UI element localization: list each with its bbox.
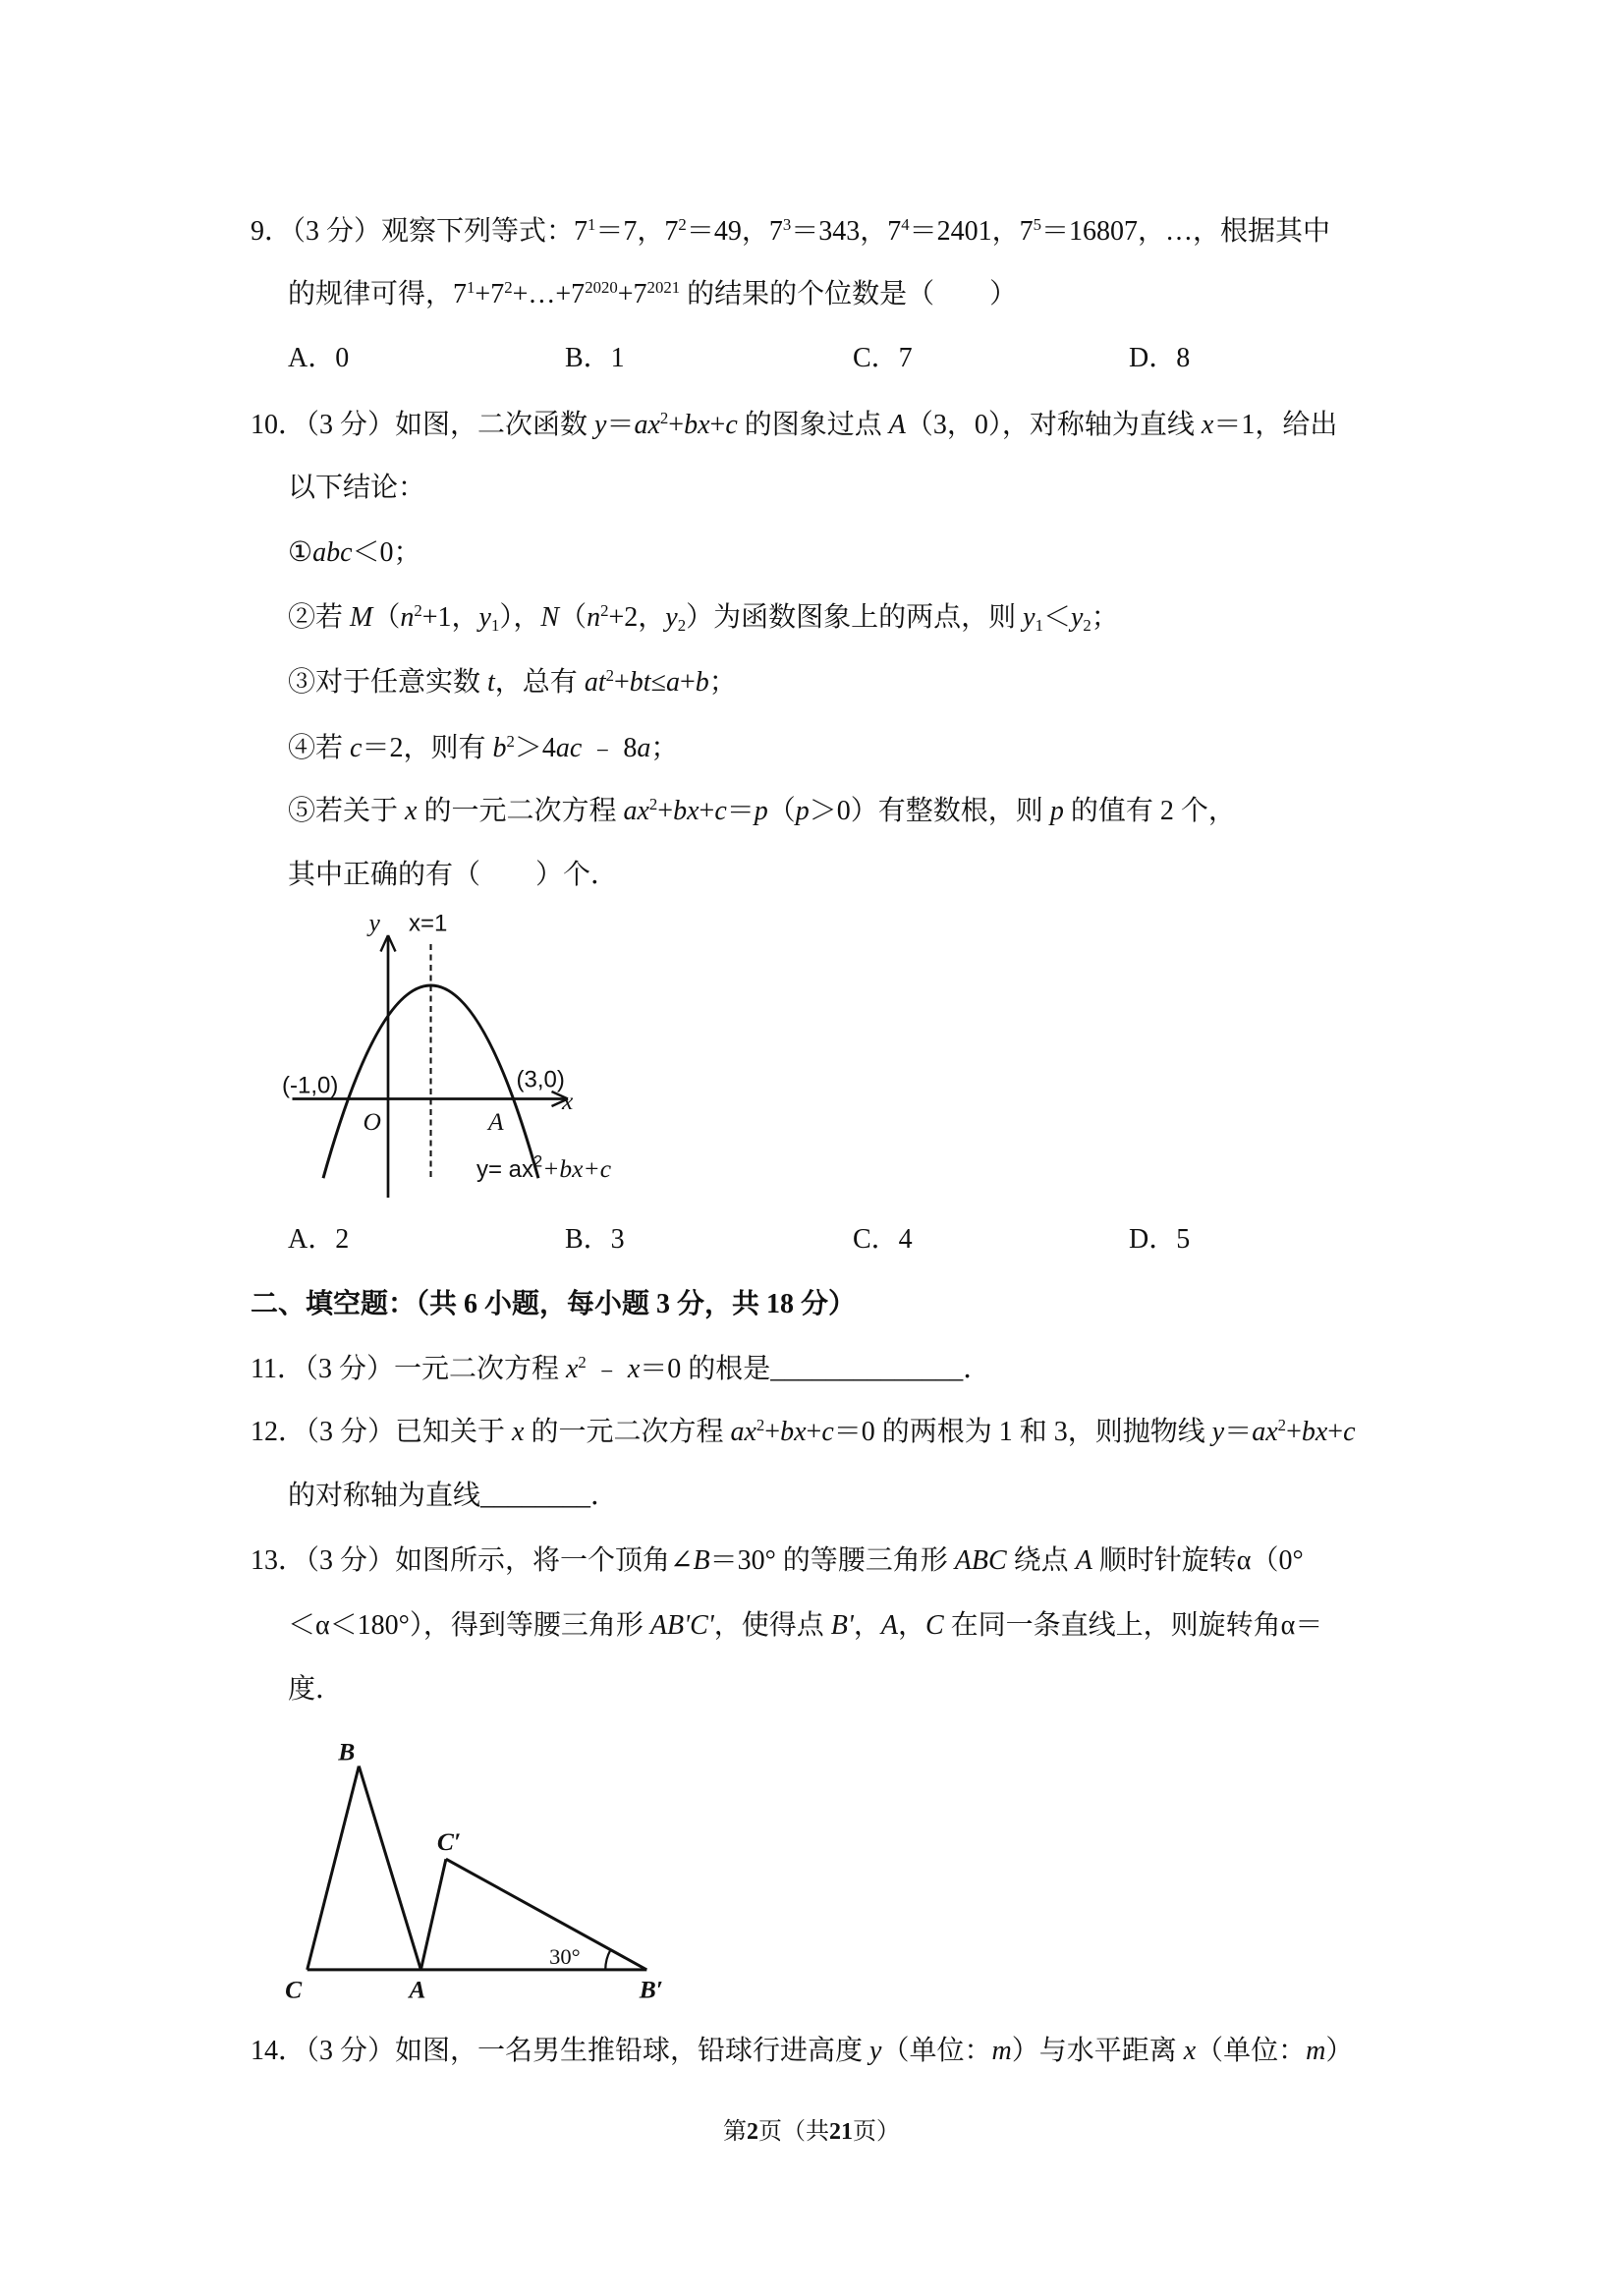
text-run: ＝2401，7 bbox=[909, 216, 1034, 247]
q10-prompt bbox=[288, 856, 618, 895]
math-variable: ABC bbox=[954, 1545, 1007, 1576]
q13-stem-line-3 bbox=[288, 1670, 343, 1709]
superscript: 1 bbox=[588, 214, 596, 234]
edge-cb bbox=[308, 1766, 360, 1970]
superscript: 2 bbox=[648, 794, 658, 813]
text-run: + bbox=[668, 410, 685, 440]
text-run: ； bbox=[708, 667, 737, 698]
text-run: 绕点 bbox=[1006, 1545, 1076, 1576]
text-run: ）为函数图象上的两点，则 bbox=[686, 602, 1024, 633]
text-run: ； bbox=[650, 733, 679, 763]
text-run: ＝2，则有 bbox=[362, 733, 493, 763]
x-axis-label: x bbox=[562, 1087, 574, 1115]
text-run: ，总有 bbox=[494, 667, 585, 698]
subscript: 1 bbox=[1035, 616, 1043, 636]
text-run: ＝7，7 bbox=[595, 216, 679, 247]
symmetry-axis-label: x=1 bbox=[409, 910, 448, 937]
q11-stem-line-1 bbox=[251, 1350, 990, 1389]
math-variable: p bbox=[754, 796, 768, 826]
q9-stem-line-2 bbox=[288, 275, 1017, 314]
q10-stem-line-1 bbox=[251, 406, 1337, 445]
superscript: 4 bbox=[901, 214, 910, 234]
vertex-a-label: A bbox=[409, 1975, 426, 2004]
text-run: + bbox=[679, 667, 696, 698]
edge-ba bbox=[359, 1766, 420, 1970]
superscript: 2021 bbox=[646, 277, 681, 297]
text-run: （3，0），对称轴为直线 bbox=[905, 410, 1202, 440]
math-variable: a bbox=[665, 667, 680, 698]
q9-option-c: C．7 bbox=[853, 343, 913, 373]
math-variable: M bbox=[350, 602, 373, 633]
math-variable: bt bbox=[629, 667, 651, 698]
math-variable: x bbox=[405, 796, 418, 826]
text-run: ＝16807，…，根据其中 bbox=[1041, 216, 1331, 247]
y-axis-label: y bbox=[368, 908, 380, 937]
vertex-b-label: B bbox=[338, 1737, 356, 1766]
text-run: ≤ bbox=[650, 667, 666, 698]
text-run: ________ bbox=[480, 1481, 591, 1511]
q10-statement-3 bbox=[288, 663, 737, 702]
text-run: +7 bbox=[475, 279, 505, 309]
math-variable: c bbox=[725, 410, 738, 440]
math-variable: c bbox=[350, 733, 363, 763]
text-run: ＜0； bbox=[352, 537, 421, 568]
q13-stem-line-1 bbox=[251, 1541, 1304, 1581]
text-run: 9．（3 分）观察下列等式：7 bbox=[251, 216, 588, 247]
q10-option-d: D．5 bbox=[1129, 1224, 1191, 1255]
math-variable: y bbox=[1023, 602, 1035, 633]
math-variable: p bbox=[1049, 796, 1064, 826]
text-run: 以下结论： bbox=[288, 473, 426, 503]
q12-stem-line-2 bbox=[288, 1477, 618, 1516]
math-variable: ac bbox=[555, 733, 583, 763]
text-run: 10．（3 分）如图，二次函数 bbox=[251, 410, 595, 440]
text-run: 其中正确的有（ ）个． bbox=[288, 860, 619, 890]
text-run: （ bbox=[372, 602, 401, 633]
math-variable: c bbox=[714, 796, 727, 826]
angle-label: 30° bbox=[549, 1943, 581, 1969]
q10-statement-4 bbox=[288, 729, 678, 768]
subscript: 2 bbox=[1083, 616, 1091, 636]
q9-stem-line-1 bbox=[251, 212, 1330, 252]
curve-equation-main: y= ax bbox=[476, 1156, 534, 1183]
math-variable: ax bbox=[1252, 1417, 1278, 1447]
text-run: （ bbox=[767, 796, 796, 826]
text-run: + bbox=[657, 796, 674, 826]
q10-stem-line-2 bbox=[288, 469, 425, 508]
subscript: 1 bbox=[490, 616, 500, 636]
text-run: ⑤若关于 bbox=[288, 796, 406, 826]
text-run: + bbox=[1286, 1417, 1302, 1447]
math-variable: bx bbox=[780, 1417, 807, 1447]
vertex-c-prime-label: C′ bbox=[436, 1827, 462, 1857]
math-variable: x bbox=[512, 1417, 525, 1447]
text-run: ＝ bbox=[1224, 1417, 1253, 1447]
text-run: 的对称轴为直线 bbox=[288, 1481, 481, 1511]
bold-text: 2 bbox=[747, 2119, 758, 2145]
math-variable: n bbox=[587, 602, 601, 633]
math-variable: bx bbox=[1301, 1417, 1328, 1447]
text-run: 12．（3 分）已知关于 bbox=[251, 1417, 513, 1447]
superscript: 2 bbox=[678, 214, 687, 234]
subscript: 2 bbox=[677, 616, 687, 636]
text-run: 在同一条直线上，则旋转角α＝ bbox=[943, 1610, 1323, 1641]
text-run: ﹣ 8 bbox=[582, 733, 638, 763]
q10-statement-1 bbox=[288, 533, 421, 573]
q14-stem-line-1 bbox=[251, 2032, 1353, 2071]
superscript: 2 bbox=[600, 600, 609, 620]
angle-arc bbox=[605, 1950, 610, 1970]
text-run: （ bbox=[559, 602, 588, 633]
text-run: （单位： bbox=[881, 2036, 992, 2066]
text-run: ， bbox=[853, 1610, 881, 1641]
math-variable: t bbox=[487, 667, 495, 698]
text-run: ）与水平距离 bbox=[1011, 2036, 1184, 2066]
text-run: 13．（3 分）如图所示，将一个顶角∠ bbox=[251, 1545, 694, 1576]
text-run: +…+7 bbox=[512, 279, 586, 309]
q10-option-a: A．2 bbox=[288, 1224, 350, 1255]
text-run: ＝343，7 bbox=[791, 216, 902, 247]
text-run: ＝0 的根是 bbox=[640, 1354, 771, 1384]
text-run: ） bbox=[1325, 2036, 1354, 2066]
text-run: + bbox=[806, 1417, 822, 1447]
text-run: + bbox=[699, 796, 715, 826]
math-variable: abc bbox=[312, 537, 353, 568]
superscript: 2 bbox=[756, 1415, 765, 1434]
text-run: +7 bbox=[617, 279, 647, 309]
q9-option-a: A．0 bbox=[288, 343, 350, 373]
math-variable: y bbox=[1070, 602, 1084, 633]
superscript: 2 bbox=[506, 731, 515, 751]
math-variable: bx bbox=[684, 410, 710, 440]
page-footer bbox=[0, 2112, 1623, 2152]
text-run: ﹣ bbox=[586, 1354, 628, 1384]
math-variable: x bbox=[565, 1354, 579, 1384]
math-variable: N bbox=[540, 602, 560, 633]
text-run: 度． bbox=[288, 1674, 344, 1705]
q10-statement-2 bbox=[288, 598, 1119, 638]
text-run: 的图象过点 bbox=[737, 410, 889, 440]
text-run: ， bbox=[897, 1610, 925, 1641]
text-run: 页（共 bbox=[758, 2119, 829, 2145]
text-run: ； bbox=[1091, 602, 1119, 633]
parabola-graph bbox=[274, 897, 655, 1204]
text-run: ＝49，7 bbox=[686, 216, 783, 247]
math-variable: y bbox=[869, 2036, 882, 2066]
math-variable: A bbox=[888, 410, 906, 440]
math-variable: ax bbox=[623, 796, 649, 826]
superscript: 2 bbox=[414, 600, 422, 620]
math-variable: ax bbox=[730, 1417, 756, 1447]
text-run: + bbox=[613, 667, 630, 698]
text-run: ＜ bbox=[1042, 602, 1071, 633]
superscript: 2 bbox=[605, 665, 614, 685]
math-variable: m bbox=[991, 2036, 1012, 2066]
q9-option-d: D．8 bbox=[1129, 343, 1191, 373]
math-variable: y bbox=[665, 602, 678, 633]
q10-statement-5 bbox=[288, 792, 1236, 831]
text-run: 第 bbox=[723, 2119, 747, 2145]
math-variable: ax bbox=[634, 410, 660, 440]
text-run: ＝1，给出 bbox=[1213, 410, 1338, 440]
section-heading: 二、填空题：（共 6 小题，每小题 3 分，共 18 分） bbox=[251, 1289, 857, 1319]
superscript: 2 bbox=[1277, 1415, 1287, 1434]
edge-c-prime-b-prime bbox=[446, 1859, 646, 1970]
math-variable: C bbox=[924, 1610, 944, 1641]
text-run: +1， bbox=[421, 602, 479, 633]
text-run: ① bbox=[288, 537, 313, 568]
math-variable: b bbox=[695, 667, 709, 698]
left-root-label: (-1,0) bbox=[282, 1072, 339, 1099]
math-variable: A bbox=[1075, 1545, 1092, 1576]
math-variable: A bbox=[880, 1610, 898, 1641]
q10-option-b: B．3 bbox=[565, 1224, 625, 1255]
q12-stem-line-1 bbox=[251, 1413, 1356, 1452]
text-run: 14．（3 分）如图，一名男生推铅球，铅球行进高度 bbox=[251, 2036, 870, 2066]
math-variable: x bbox=[627, 1354, 641, 1384]
right-root-label: (3,0) bbox=[516, 1066, 565, 1093]
text-run: ＝ bbox=[606, 410, 635, 440]
math-variable: at bbox=[584, 667, 606, 698]
text-run: ______________ bbox=[770, 1354, 964, 1384]
point-a-label: A bbox=[488, 1107, 504, 1136]
bold-text: 21 bbox=[829, 2119, 853, 2145]
superscript: 2020 bbox=[585, 277, 618, 297]
math-variable: c bbox=[1343, 1417, 1356, 1447]
q10-option-c: C．4 bbox=[853, 1224, 913, 1255]
math-variable: B' bbox=[830, 1610, 854, 1641]
text-run: 的规律可得，7 bbox=[288, 279, 468, 309]
math-variable: m bbox=[1306, 2036, 1326, 2066]
text-run: 顺时针旋转α（0° bbox=[1091, 1545, 1304, 1576]
text-run: 的结果的个位数是（ ） bbox=[680, 279, 1018, 309]
math-variable: y bbox=[594, 410, 607, 440]
text-run: + bbox=[709, 410, 726, 440]
math-variable: x bbox=[1201, 410, 1214, 440]
math-variable: n bbox=[400, 602, 415, 633]
superscript: 2 bbox=[578, 1352, 587, 1372]
text-run: +2， bbox=[608, 602, 666, 633]
text-run: 页） bbox=[853, 2119, 900, 2145]
text-run: 的值有 2 个， bbox=[1063, 796, 1236, 826]
superscript: 3 bbox=[782, 214, 792, 234]
math-variable: B bbox=[693, 1545, 710, 1576]
text-run: ④若 bbox=[288, 733, 351, 763]
text-run: ＞0）有整数根，则 bbox=[809, 796, 1050, 826]
text-run: ＝0 的两根为 1 和 3，则抛物线 bbox=[833, 1417, 1212, 1447]
curve-equation-exponent: 2 bbox=[533, 1152, 543, 1171]
text-run: ）， bbox=[499, 602, 541, 633]
curve-equation-rest: +bx+c bbox=[542, 1154, 612, 1183]
q13-stem-line-2 bbox=[288, 1606, 1322, 1646]
math-variable: AB'C' bbox=[649, 1610, 714, 1641]
rotated-triangle-figure bbox=[273, 1726, 687, 2014]
math-variable: y bbox=[478, 602, 491, 633]
superscript: 2 bbox=[504, 277, 513, 297]
text-run: ． bbox=[590, 1481, 619, 1511]
text-run: 的一元二次方程 bbox=[524, 1417, 731, 1447]
math-variable: bx bbox=[673, 796, 700, 826]
math-variable: x bbox=[1183, 2036, 1197, 2066]
origin-label: O bbox=[363, 1107, 381, 1136]
math-variable: b bbox=[492, 733, 507, 763]
text-run: （单位： bbox=[1196, 2036, 1307, 2066]
text-run: ． bbox=[963, 1354, 991, 1384]
math-variable: p bbox=[795, 796, 810, 826]
curve-equation-label bbox=[476, 1153, 612, 1184]
text-run: + bbox=[764, 1417, 781, 1447]
text-run: ②若 bbox=[288, 602, 351, 633]
text-run: ＝ bbox=[726, 796, 755, 826]
math-variable: a bbox=[637, 733, 651, 763]
vertex-b-prime-label: B′ bbox=[639, 1975, 663, 2004]
text-run: ③对于任意实数 bbox=[288, 667, 488, 698]
text-run: ＝30° 的等腰三角形 bbox=[709, 1545, 955, 1576]
text-run: ，使得点 bbox=[713, 1610, 831, 1641]
text-run: 11．（3 分）一元二次方程 bbox=[251, 1354, 566, 1384]
edge-ac-prime bbox=[420, 1859, 446, 1970]
math-variable: y bbox=[1211, 1417, 1225, 1447]
superscript: 1 bbox=[467, 277, 476, 297]
vertex-c-label: C bbox=[285, 1975, 303, 2004]
text-run: 的一元二次方程 bbox=[417, 796, 624, 826]
superscript: 5 bbox=[1033, 214, 1042, 234]
text-run: ＜α＜180°），得到等腰三角形 bbox=[288, 1610, 650, 1641]
math-variable: c bbox=[821, 1417, 834, 1447]
text-run: + bbox=[1327, 1417, 1344, 1447]
text-run: ＞4 bbox=[514, 733, 556, 763]
superscript: 2 bbox=[659, 408, 669, 427]
q9-option-b: B．1 bbox=[565, 343, 625, 373]
